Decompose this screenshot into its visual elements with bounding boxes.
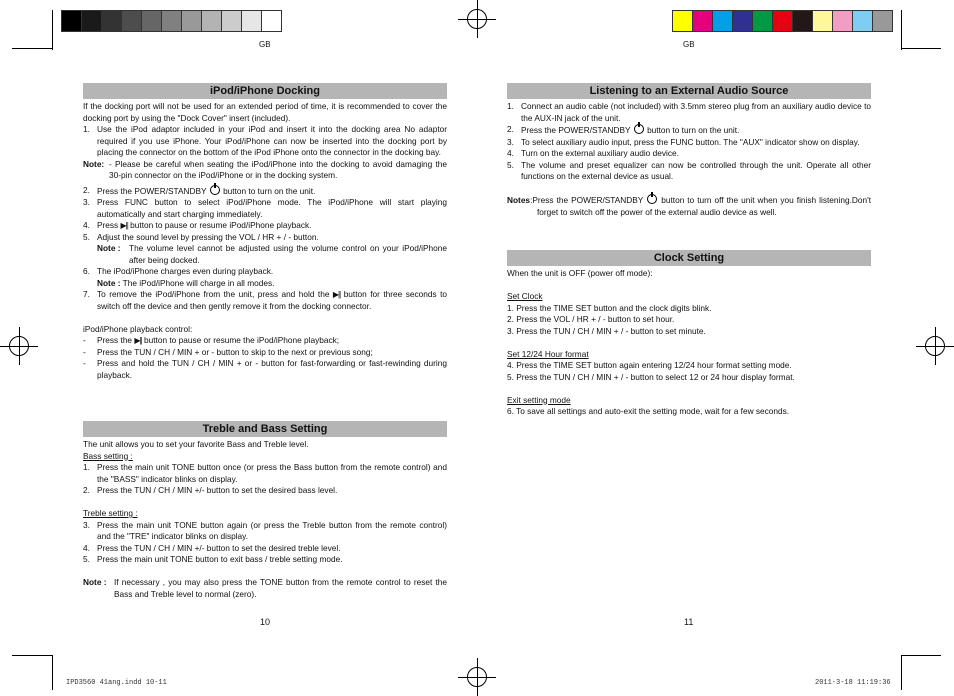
list-item: 4. Press the TIME SET button again entering 12/24 hour format setting mode. [507,360,792,370]
list-item: 4. Press the TUN / CH / MIN +/- button to set the desired treble level. [83,542,341,553]
right-column [507,83,871,218]
gb-label-right: GB [683,40,695,49]
color-swatch [813,11,833,31]
note: Note: - Please be careful when seating the iPod/iPhone into the docking to avoid damaging the 30-pin connector on the iPod/iPhone or in the docking system. [83,158,447,180]
list-item: 4. Turn on the external auxiliary audio device. [507,148,679,158]
color-swatch [162,11,182,31]
list-item: 5. The volume and preset equalizer can now be controlled through the unit. Operate all other functions on the external device as usual. [507,159,871,181]
color-swatch [122,11,142,31]
section-heading-treble: Treble and Bass Setting [83,421,447,437]
page-number-left: 10 [260,617,271,627]
clock-section [507,250,871,418]
color-swatch [753,11,773,31]
footer-filename: IPD3560 41ang.indd 10-11 [66,679,167,687]
registration-mark [916,327,954,365]
section-heading-clock: Clock Setting [507,250,871,266]
set-clock-label: Set Clock [507,291,543,301]
list-item: 1. Use the iPod adaptor included in your iPod and insert it into the docking area No adaptor required if you use iPhone. Your iPod/iPhone can now be inserted into the docking port by placing the connector on the bottom of the iPod iPhone onto the connector in the docking bay. [83,124,447,157]
power-icon [634,124,644,134]
color-swatch [873,11,892,31]
list-item: 4. Press ▶|| button to pause or resume iPod/iPhone playback. [83,220,312,230]
gb-label-left: GB [259,40,271,49]
power-icon [647,194,657,204]
registration-mark [458,0,496,38]
list-item: 1. Press the TIME SET button and the clock digits blink. [507,302,712,313]
playback-control-title: iPod/iPhone playback control: [83,323,193,334]
list-item: 2. Press the POWER/STANDBY button to turn on the unit. [83,184,316,196]
color-bar [672,10,893,32]
play-pause-icon: ▶|| [332,290,341,299]
list-item: 7. To remove the iPod/iPhone from the unit, press and hold the ▶|| button for three seconds to switch off the device and then gently remove it from the docking connector. [83,289,447,311]
crop-mark [52,10,53,50]
crop-mark [901,48,941,49]
color-swatch [713,11,733,31]
crop-mark [52,655,53,690]
list-item: - Press the TUN / CH / MIN + or - button to skip to the next or previous song; [83,346,373,357]
list-item: 5. Press the TUN / CH / MIN + / - button to select 12 or 24 hour display format. [507,371,795,382]
list-item: 1. Press the main unit TONE button once (or press the Bass button from the remote control) and the "BASS" indicator blinks on display. [83,462,447,484]
ipod-intro: If the docking port will not be used for an extended period of time, it is recommended to cover the docking port by using the "Dock Cover" insert (included). [83,101,447,123]
crop-mark [12,655,52,656]
color-swatch [242,11,262,31]
footer-timestamp: 2011-3-18 11:19:36 [815,679,891,687]
crop-mark [901,655,941,656]
color-swatch [62,11,82,31]
color-swatch [202,11,222,31]
grayscale-bar [61,10,282,32]
clock-intro: When the unit is OFF (power off mode): [507,268,653,278]
list-item: 6. To save all settings and auto-exit the setting mode, wait for a few seconds. [507,406,790,416]
list-item: 3. Press FUNC button to select iPod/iPhone mode. The iPod/iPhone will start playing automatically and start charging immediately. [83,197,447,219]
list-item: 3. Press the TUN / CH / MIN + / - button to set minute. [507,325,706,336]
list-item: 1. Connect an audio cable (not included) with 3.5mm stereo plug from an auxiliary audio device to the AUX-IN jack of the unit. [507,101,871,123]
list-item: - Press the ▶|| button to pause or resume the iPod/iPhone playback; [83,335,340,345]
color-swatch [673,11,693,31]
list-item: 2. Press the POWER/STANDBY button to turn on the unit. [507,124,740,135]
color-swatch [773,11,793,31]
registration-mark [0,327,38,365]
play-pause-icon: ▶|| [120,221,128,230]
note: Note : If necessary , you may also press the TONE button from the remote control to reset the Bass and Treble level to normal (zero). [83,577,447,599]
color-swatch [142,11,162,31]
color-swatch [82,11,102,31]
power-icon [210,185,220,195]
exit-setting-label: Exit setting mode [507,394,571,405]
bass-setting-label: Bass setting : [83,450,133,461]
section-heading-ipod: iPod/iPhone Docking [83,83,447,99]
list-item: 6. The iPod/iPhone charges even during playback. [83,266,274,276]
color-swatch [793,11,813,31]
list-item: 2. Press the TUN / CH / MIN +/- button to set the desired bass level. [83,485,338,495]
crop-mark [901,10,902,50]
hour-format-label: Set 12/24 Hour format [507,348,589,359]
color-swatch [693,11,713,31]
color-swatch [262,11,281,31]
list-item: 5. Press the main unit TONE button to exit bass / treble setting mode. [83,554,343,564]
list-item: 2. Press the VOL / HR + / - button to set hour. [507,314,675,324]
section-heading-external: Listening to an External Audio Source [507,83,871,99]
treble-intro: The unit allows you to set your favorite Bass and Treble level. [83,439,309,449]
registration-mark [458,658,496,696]
color-swatch [833,11,853,31]
list-item: 3. Press the main unit TONE button again (or press the Treble button from the remote control) and the "TRE" indicator blinks on display. [83,519,447,541]
color-swatch [853,11,873,31]
color-swatch [222,11,242,31]
list-item: 3. To select auxiliary audio input, press the FUNC button. The "AUX" indicator show on display. [507,136,860,147]
play-pause-icon: ▶|| [134,336,142,345]
crop-mark [12,48,52,49]
list-item: 5. Adjust the sound level by pressing the VOL / HR + / - button. [83,231,319,242]
note: Note : The volume level cannot be adjusted using the volume control on your iPod/iPhone after being docked. [97,243,447,265]
treble-setting-label: Treble setting : [83,508,138,518]
crop-mark [901,655,902,690]
treble-section [83,421,447,600]
color-swatch [102,11,122,31]
page-number-right: 11 [684,617,694,627]
color-swatch [182,11,202,31]
note: Note : The iPod/iPhone will charge in all modes. [97,277,275,288]
list-item: - Press and hold the TUN / CH / MIN + or - button for fast-forwarding or fast-rewinding during playback. [83,358,447,380]
left-column [83,83,447,381]
color-swatch [733,11,753,31]
note: Notes:Press the POWER/STANDBY button to turn off the unit when you finish listening.Don't forget to switch off the power of the external audio device as well. [507,195,872,217]
